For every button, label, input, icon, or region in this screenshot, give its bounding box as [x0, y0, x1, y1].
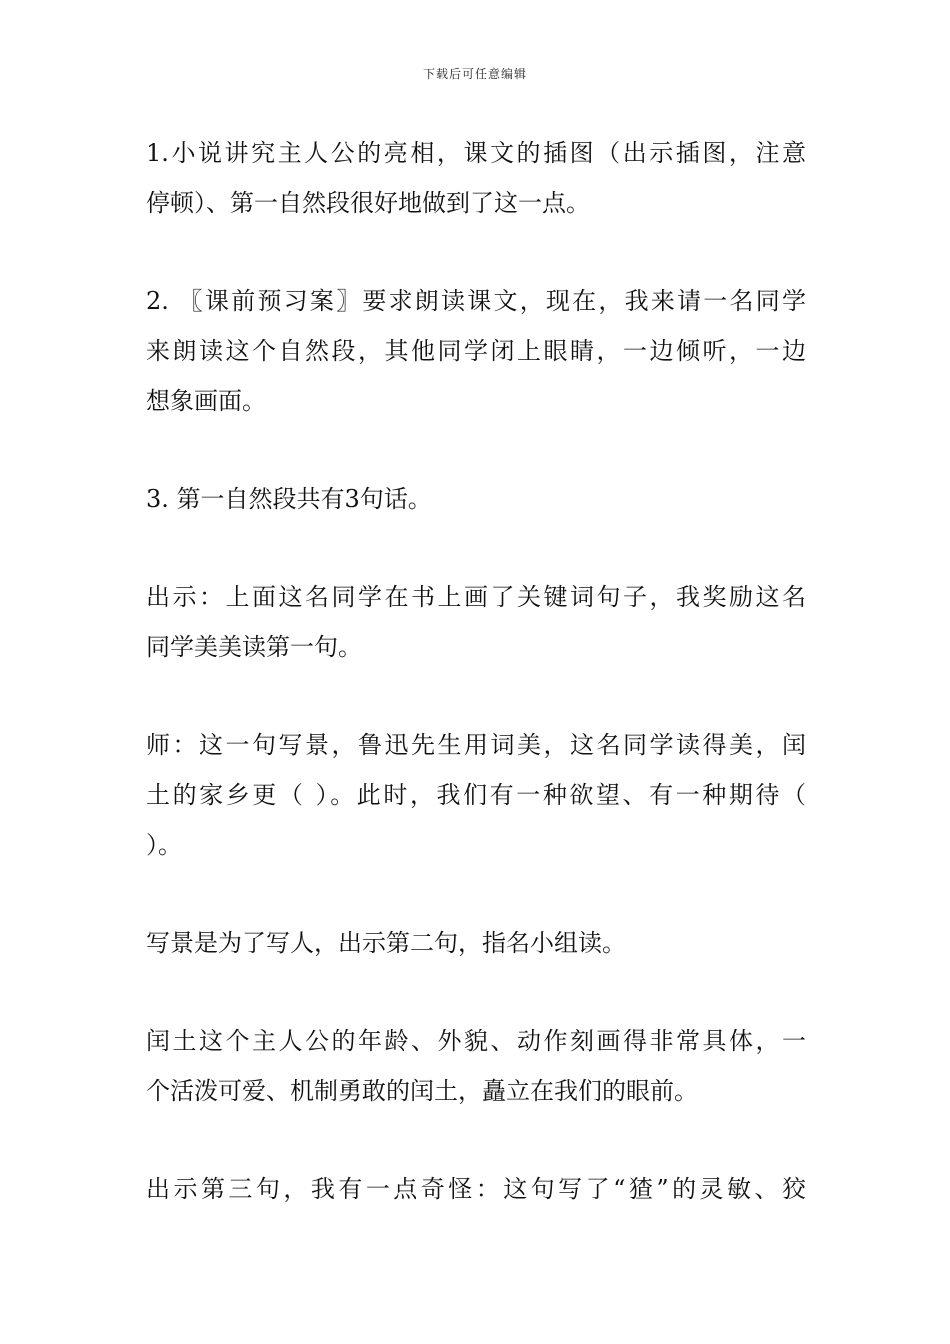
paragraph-line: 写景是为了写人，出示第二句，指名小组读。	[146, 929, 626, 957]
paragraph-6	[146, 918, 806, 968]
paragraph-1	[146, 128, 806, 228]
paragraph-line: 土的家乡更（ ）。此时，我们有一种欲望、有一种期待（	[146, 781, 806, 809]
paragraph-line: ）。	[146, 831, 182, 859]
paragraph-line: 同学美美读第一句。	[146, 633, 362, 661]
paragraph-line: 2. 〖课前预习案〗要求朗读课文，现在，我来请一名同学	[146, 287, 806, 315]
paragraph-line: 来朗读这个自然段，其他同学闭上眼睛，一边倾听，一边	[146, 337, 806, 365]
paragraph-line: 师：这一句写景，鲁迅先生用词美，这名同学读得美，闰	[146, 731, 806, 759]
paragraph-line: 个活泼可爱、机制勇敢的闰土，矗立在我们的眼前。	[146, 1077, 698, 1105]
paragraph-line: 闰土这个主人公的年龄、外貌、动作刻画得非常具体，一	[146, 1027, 806, 1055]
paragraph-line: 停顿）、第一自然段很好地做到了这一点。	[146, 189, 590, 217]
paragraph-7	[146, 1016, 806, 1116]
paragraph-2	[146, 276, 806, 426]
paragraph-4	[146, 572, 806, 672]
paragraph-3	[146, 474, 806, 524]
paragraph-line: 想象画面。	[146, 387, 266, 415]
paragraph-line: 出示第三句，我有一点奇怪：这句写了“猹”的灵敏、狡	[146, 1175, 806, 1203]
paragraph-8	[146, 1164, 806, 1214]
paragraph-line: 1.小说讲究主人公的亮相，课文的插图（出示插图，注意	[146, 139, 806, 167]
paragraph-5	[146, 720, 806, 870]
document-body	[146, 128, 806, 1262]
page-header-note: 下载后可任意编辑	[422, 67, 527, 81]
paragraph-line: 出示：上面这名同学在书上画了关键词句子，我奖励这名	[146, 583, 806, 611]
paragraph-line: 3. 第一自然段共有3句话。	[146, 485, 432, 513]
